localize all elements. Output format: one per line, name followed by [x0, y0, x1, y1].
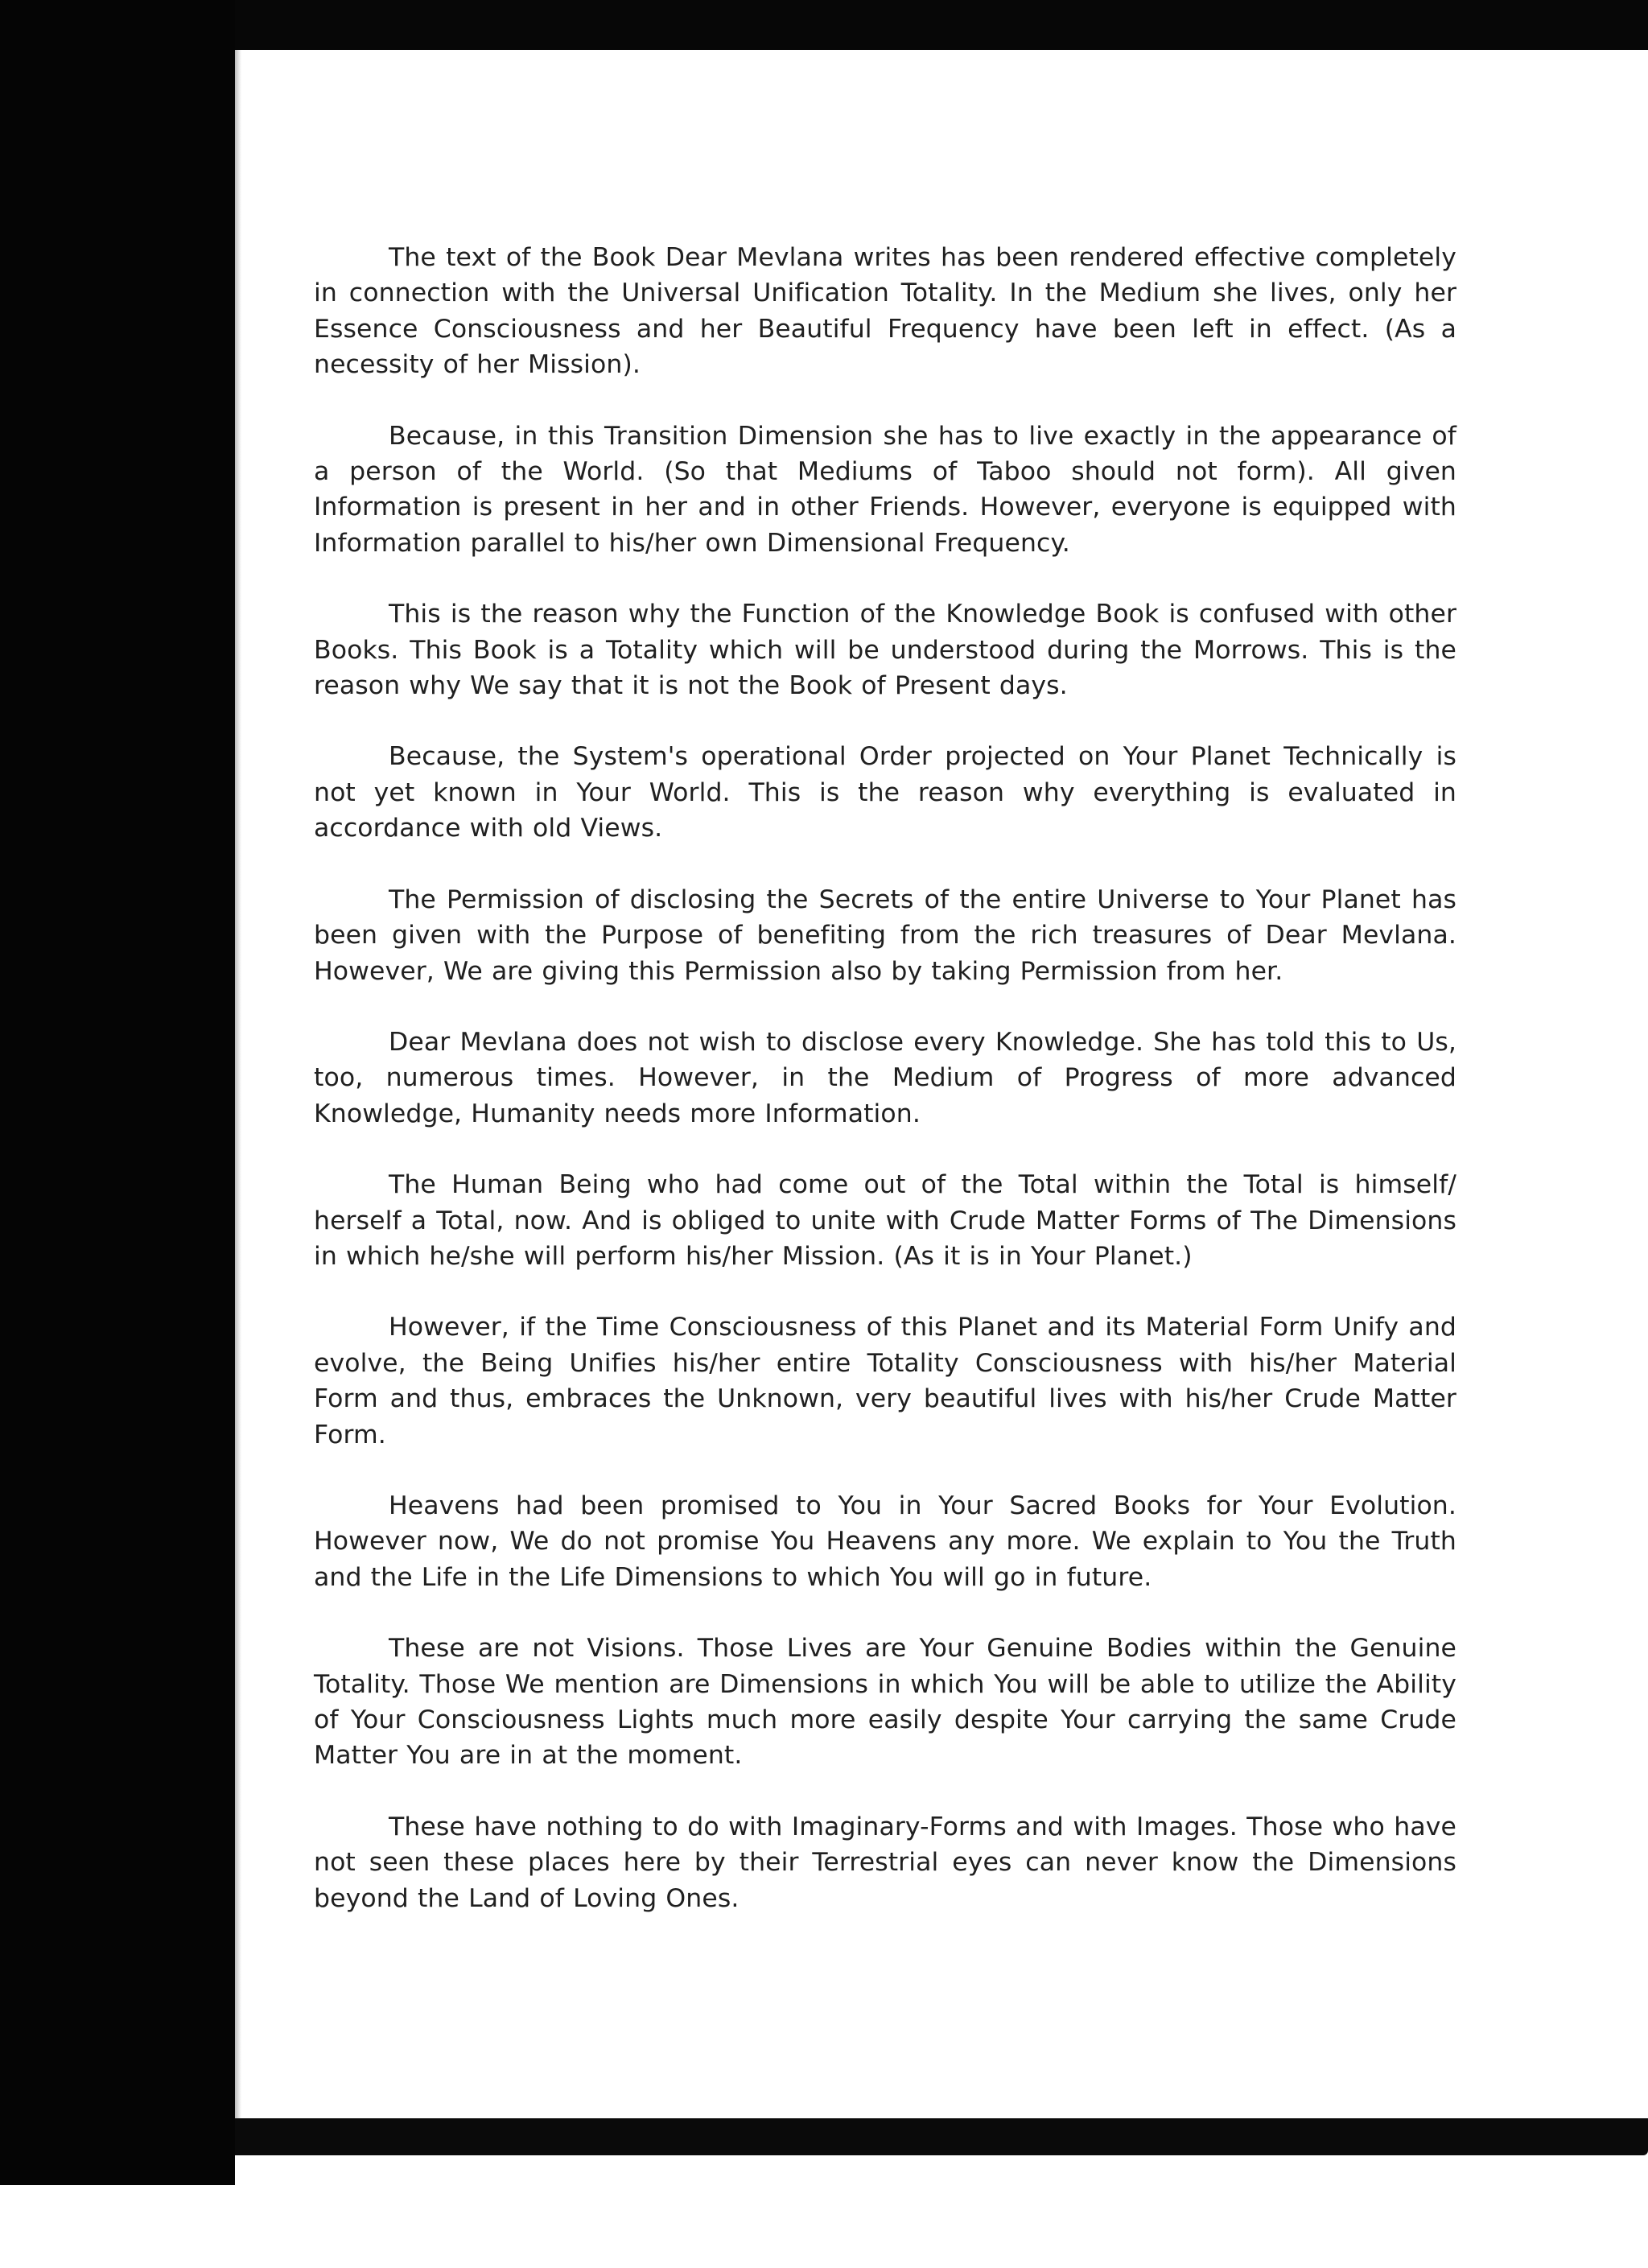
- paragraph: Because, the System's operational Order projected on Your Planet Technically is not yet known in Your World. This is the reason why everything is evaluated in accordance with old Views.: [314, 742, 1456, 843]
- paragraph: The text of the Book Dear Mevlana writes has been rendered effective completely in connection with the Universal Unification Totality. In the Medium she lives, only her Essence Consciousness and her Beautiful Frequency have been left in effect. (As a necessity of her Mission).: [314, 243, 1456, 380]
- paragraph: The Permission of disclosing the Secrets of the entire Universe to Your Planet has been given with the Purpose of benefiting from the rich treasures of Dear Mevlana. However, We are giving this Permission also by taking Permission from her.: [314, 885, 1456, 986]
- paragraph: The Human Being who had come out of the Total within the Total is himself/ herself a Total, now. And is obliged to unite with Crude Matter Forms of The Dimensions in which he/she will perform his/her Mission. (As it is in Your Planet.): [314, 1170, 1456, 1271]
- page-edge-shadow: [235, 50, 241, 2118]
- paragraph: Dear Mevlana does not wish to disclose every Knowledge. She has told this to Us, too, numerous times. However, in the Medium of Progress of more advanced Knowledge, Humanity needs more Information.: [314, 1027, 1456, 1128]
- document-body: [314, 240, 1456, 1916]
- paragraph: This is the reason why the Function of the Knowledge Book is confused with other Books. This Book is a Totality which will be understood during the Morrows. This is the reason why We say that it is not the Book of Present days.: [314, 600, 1456, 701]
- paragraph: However, if the Time Consciousness of this Planet and its Material Form Unify and evolve, the Being Unifies his/her entire Totality Consciousness with his/her Material Form and thus, embraces the Unknown, very beautiful lives with his/her Crude Matter Form.: [314, 1313, 1456, 1449]
- paragraph: These have nothing to do with Imaginary-Forms and with Images. Those who have not seen these places here by their Terrestrial eyes can never know the Dimensions beyond the Land of Loving Ones.: [314, 1812, 1456, 1913]
- paragraph: Heavens had been promised to You in Your Sacred Books for Your Evolution. However now, We do not promise You Heavens any more. We explain to You the Truth and the Life in the Life Dimensions to which You will go in future.: [314, 1491, 1456, 1592]
- scan-border-top: [0, 0, 1648, 50]
- scan-border-left: [0, 0, 235, 2185]
- paragraph: Because, in this Transition Dimension she has to live exactly in the appearance of a person of the World. (So that Mediums of Taboo should not form). All given Information is present in her and in other Friends. However, everyone is equipped with Information parallel to his/her own Dimensional Frequency.: [314, 421, 1456, 558]
- scan-border-bottom: [235, 2118, 1648, 2155]
- paragraph: These are not Visions. Those Lives are Your Genuine Bodies within the Genuine Totality. Those We mention are Dimensions in which You will be able to utilize the Ability of Your Consciousness Lights much more easily despite Your carrying the same Crude Matter You are in at the moment.: [314, 1634, 1456, 1771]
